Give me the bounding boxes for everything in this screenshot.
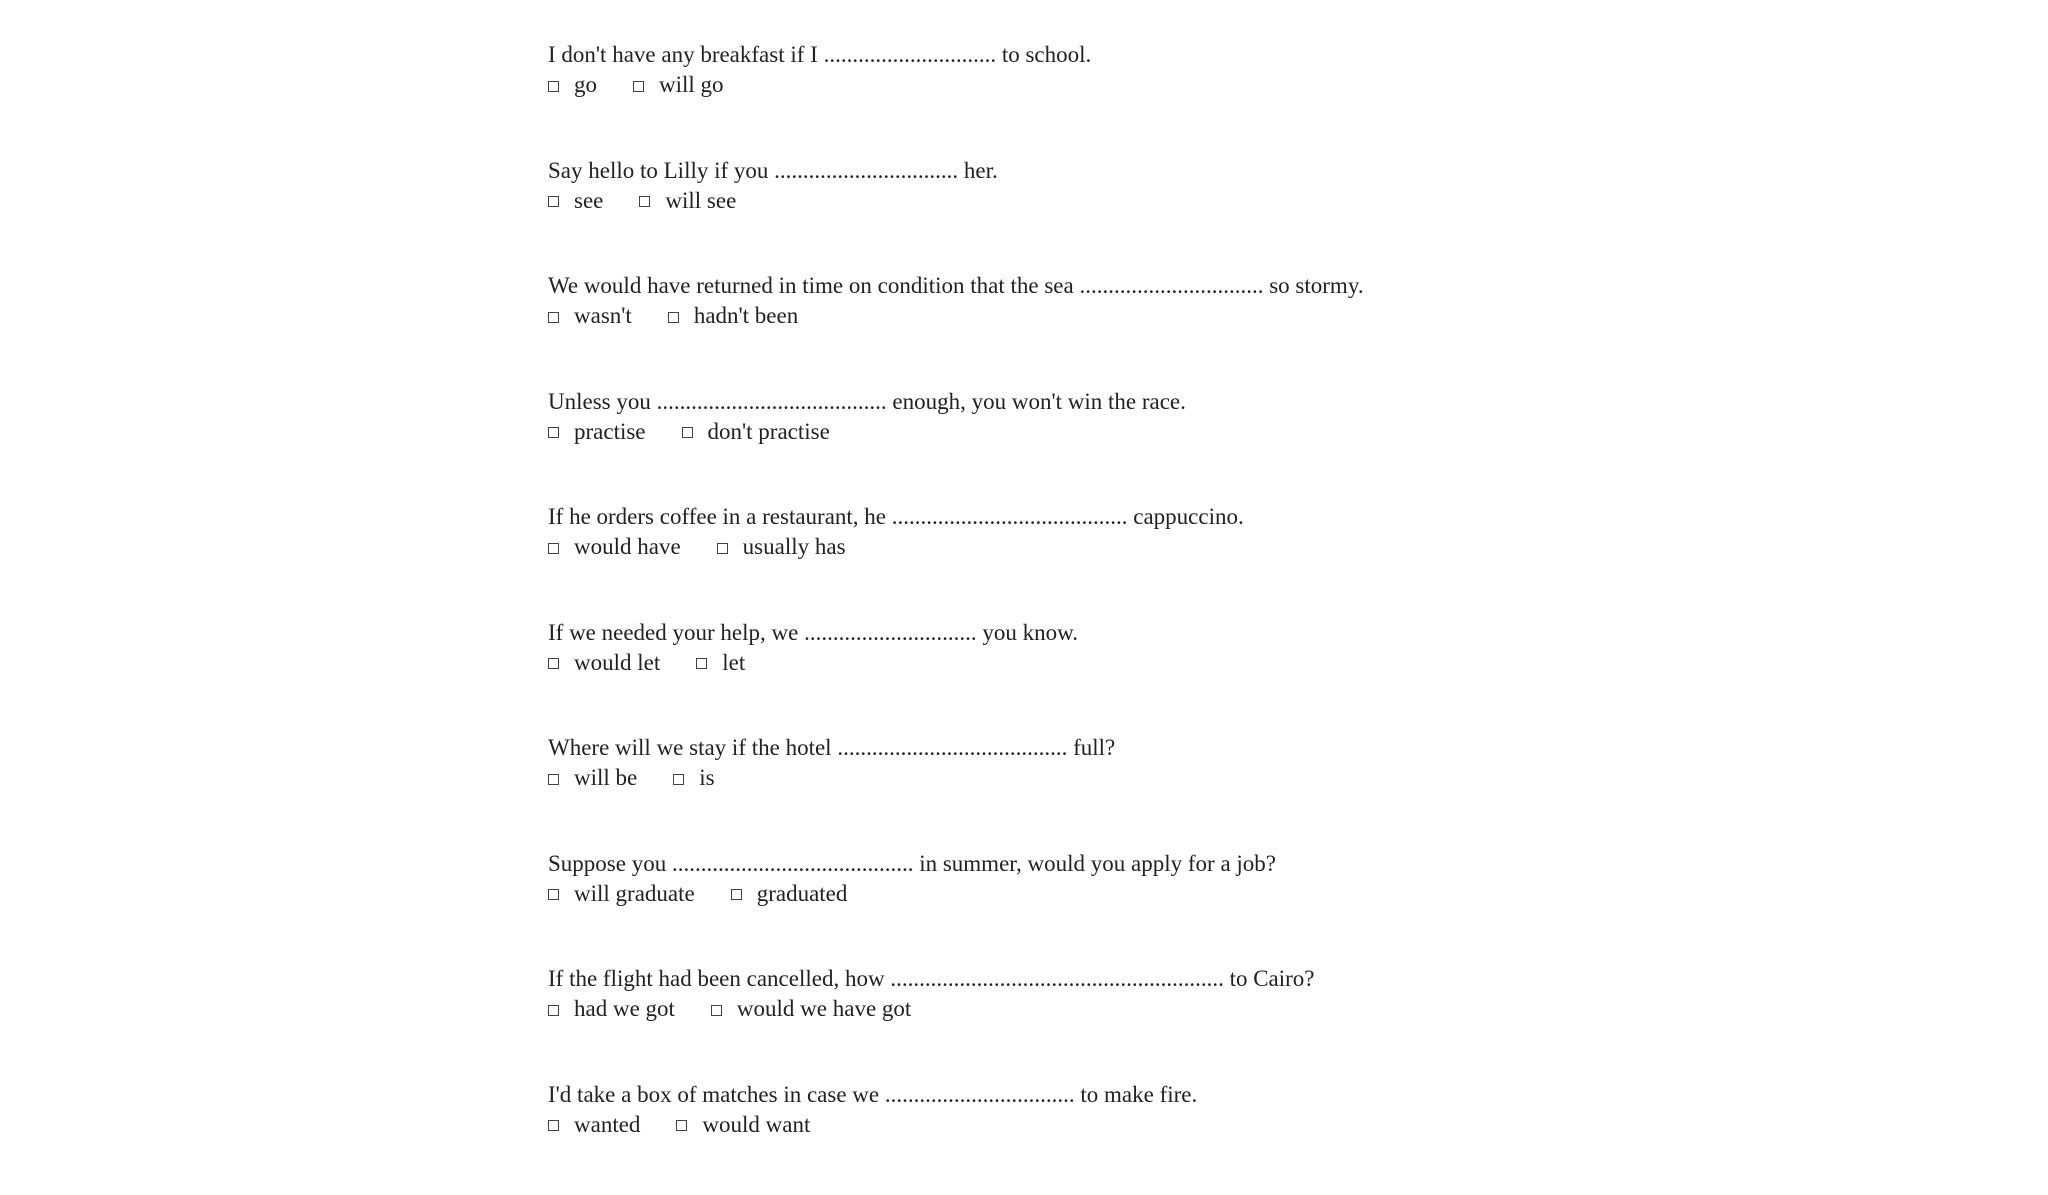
answer-options <box>548 1110 1548 1140</box>
option-1[interactable] <box>548 879 695 909</box>
option-label: will graduate <box>574 879 695 909</box>
option-1[interactable] <box>548 994 675 1024</box>
question-4 <box>548 387 1548 503</box>
option-label: usually has <box>743 532 846 562</box>
checkbox-icon[interactable] <box>548 196 559 207</box>
checkbox-icon[interactable] <box>696 658 707 669</box>
sentence-end: so stormy. <box>1269 273 1363 298</box>
sentence-end: to school. <box>1002 42 1091 67</box>
option-label: is <box>699 763 714 793</box>
option-label: would let <box>574 648 660 678</box>
option-label: would have <box>574 532 681 562</box>
answer-blank: .............................. <box>804 620 977 645</box>
checkbox-icon[interactable] <box>548 427 559 438</box>
option-label: wanted <box>574 1110 640 1140</box>
question-sentence <box>548 733 1548 763</box>
option-2[interactable] <box>711 994 911 1024</box>
option-1[interactable] <box>548 70 597 100</box>
question-sentence <box>548 40 1548 70</box>
option-label: will see <box>665 186 736 216</box>
question-sentence <box>548 156 1548 186</box>
option-label: had we got <box>574 994 675 1024</box>
question-sentence <box>548 387 1548 417</box>
option-label: wasn't <box>574 301 632 331</box>
answer-blank: .......................................... <box>672 851 914 876</box>
checkbox-icon[interactable] <box>548 1005 559 1016</box>
option-label: don't practise <box>708 417 830 447</box>
option-2[interactable] <box>696 648 745 678</box>
answer-blank: .............................. <box>824 42 997 67</box>
sentence-start: Unless you <box>548 389 651 414</box>
question-1 <box>548 40 1548 156</box>
sentence-start: If we needed your help, we <box>548 620 798 645</box>
checkbox-icon[interactable] <box>639 196 650 207</box>
option-2[interactable] <box>668 301 798 331</box>
answer-options <box>548 648 1548 678</box>
option-1[interactable] <box>548 301 632 331</box>
question-sentence <box>548 271 1548 301</box>
sentence-end: enough, you won't win the race. <box>892 389 1186 414</box>
sentence-start: I'd take a box of matches in case we <box>548 1082 879 1107</box>
answer-options <box>548 186 1548 216</box>
sentence-end: to Cairo? <box>1230 966 1315 991</box>
checkbox-icon[interactable] <box>717 543 728 554</box>
answer-options <box>548 879 1548 909</box>
sentence-end: to make fire. <box>1080 1082 1197 1107</box>
question-sentence <box>548 618 1548 648</box>
checkbox-icon[interactable] <box>548 543 559 554</box>
option-label: practise <box>574 417 646 447</box>
checkbox-icon[interactable] <box>668 312 679 323</box>
question-9 <box>548 964 1548 1080</box>
option-label: hadn't been <box>694 301 798 331</box>
option-label: would we have got <box>737 994 911 1024</box>
option-2[interactable] <box>717 532 846 562</box>
option-label: will go <box>659 70 724 100</box>
sentence-end: her. <box>964 158 998 183</box>
option-1[interactable] <box>548 1110 640 1140</box>
sentence-start: Suppose you <box>548 851 666 876</box>
option-2[interactable] <box>673 763 714 793</box>
option-1[interactable] <box>548 648 660 678</box>
question-sentence <box>548 502 1548 532</box>
checkbox-icon[interactable] <box>633 81 644 92</box>
answer-blank: .......................................................... <box>890 966 1224 991</box>
sentence-start: Where will we stay if the hotel <box>548 735 832 760</box>
question-6 <box>548 618 1548 734</box>
option-label: would want <box>702 1110 810 1140</box>
option-2[interactable] <box>682 417 830 447</box>
sentence-start: We would have returned in time on condition that the sea <box>548 273 1074 298</box>
option-1[interactable] <box>548 186 603 216</box>
question-3 <box>548 271 1548 387</box>
sentence-start: Say hello to Lilly if you <box>548 158 768 183</box>
sentence-end: in summer, would you apply for a job? <box>919 851 1276 876</box>
answer-options <box>548 994 1548 1024</box>
answer-options <box>548 301 1548 331</box>
answer-options <box>548 417 1548 447</box>
checkbox-icon[interactable] <box>548 312 559 323</box>
option-1[interactable] <box>548 763 637 793</box>
option-1[interactable] <box>548 532 681 562</box>
question-8 <box>548 849 1548 965</box>
checkbox-icon[interactable] <box>711 1005 722 1016</box>
sentence-start: If he orders coffee in a restaurant, he <box>548 504 886 529</box>
answer-blank: ................................ <box>1079 273 1263 298</box>
checkbox-icon[interactable] <box>548 1120 559 1131</box>
sentence-end: you know. <box>982 620 1078 645</box>
question-10 <box>548 1080 1548 1195</box>
answer-blank: ......................................... <box>892 504 1128 529</box>
answer-options <box>548 763 1548 793</box>
checkbox-icon[interactable] <box>548 81 559 92</box>
checkbox-icon[interactable] <box>548 658 559 669</box>
answer-blank: ................................. <box>885 1082 1075 1107</box>
checkbox-icon[interactable] <box>731 889 742 900</box>
option-label: go <box>574 70 597 100</box>
option-label: see <box>574 186 603 216</box>
question-sentence <box>548 849 1548 879</box>
worksheet <box>548 40 1548 1195</box>
sentence-end: full? <box>1073 735 1115 760</box>
question-2 <box>548 156 1548 272</box>
answer-blank: ........................................ <box>657 389 887 414</box>
option-label: graduated <box>757 879 848 909</box>
option-2[interactable] <box>676 1110 810 1140</box>
checkbox-icon[interactable] <box>548 774 559 785</box>
checkbox-icon[interactable] <box>676 1120 687 1131</box>
answer-blank: ................................ <box>774 158 958 183</box>
sentence-end: cappuccino. <box>1133 504 1243 529</box>
checkbox-icon[interactable] <box>673 774 684 785</box>
answer-options <box>548 532 1548 562</box>
option-label: will be <box>574 763 637 793</box>
question-sentence <box>548 1080 1548 1110</box>
option-1[interactable] <box>548 417 646 447</box>
checkbox-icon[interactable] <box>548 889 559 900</box>
answer-options <box>548 70 1548 100</box>
question-7 <box>548 733 1548 849</box>
option-2[interactable] <box>639 186 736 216</box>
question-5 <box>548 502 1548 618</box>
option-2[interactable] <box>731 879 848 909</box>
checkbox-icon[interactable] <box>682 427 693 438</box>
sentence-start: If the flight had been cancelled, how <box>548 966 885 991</box>
option-label: let <box>722 648 745 678</box>
question-sentence <box>548 964 1548 994</box>
answer-blank: ........................................ <box>837 735 1067 760</box>
option-2[interactable] <box>633 70 724 100</box>
sentence-start: I don't have any breakfast if I <box>548 42 818 67</box>
